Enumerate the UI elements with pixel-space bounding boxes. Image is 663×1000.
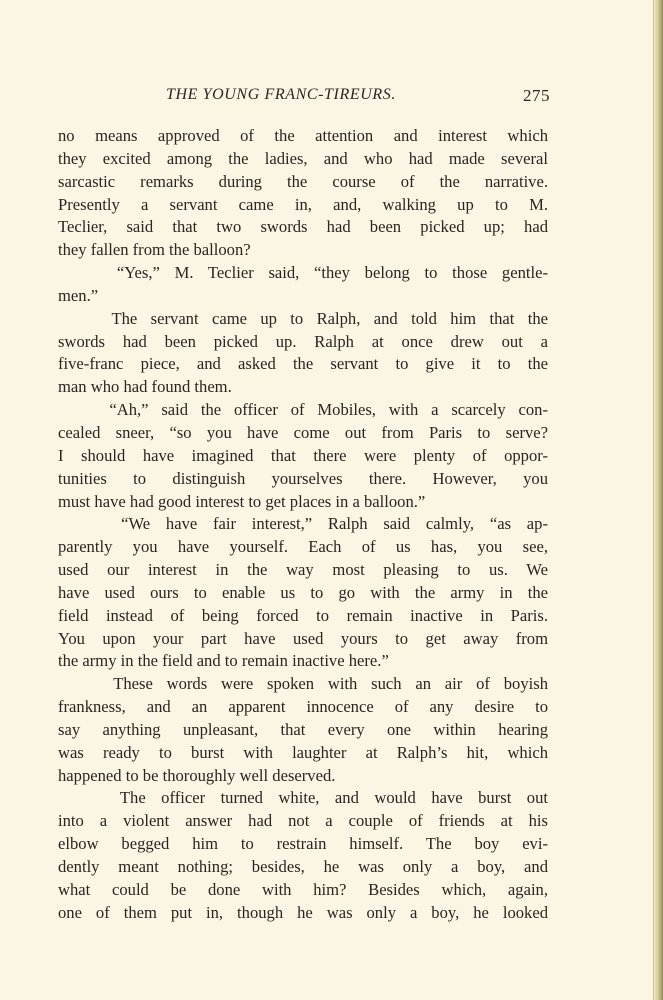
text-line: field instead of being forced to remain inactive in Paris.: [58, 605, 548, 625]
text-line: what could be done with him? Besides which, again,: [58, 879, 548, 899]
text-line: must have had good interest to get places in a balloon.”: [58, 491, 426, 511]
text-line: swords had been picked up. Ralph at once drew out a: [58, 331, 548, 351]
text-line: These words were spoken with such an air of boyish: [58, 674, 548, 694]
text-line: they fallen from the balloon?: [58, 240, 251, 260]
text-line: cealed sneer, “so you have come out from Paris to serve?: [58, 422, 548, 442]
text-line: have used ours to enable us to go with the army in the: [58, 582, 548, 602]
text-line: Presently a servant came in, and, walking up to M.: [58, 194, 548, 214]
body-text: [58, 125, 548, 925]
text-line: parently you have yourself. Each of us has, you see,: [58, 537, 548, 557]
text-line: dently meant nothing; besides, he was only a boy, and: [58, 857, 548, 876]
text-line: The officer turned white, and would have burst out: [58, 788, 548, 808]
text-line: the army in the field and to remain inactive here.”: [58, 651, 389, 671]
text-line: five-franc piece, and asked the servant to give it to the: [58, 354, 548, 374]
text-line: used our interest in the way most pleasing to us. We: [58, 560, 548, 580]
text-line: say anything unpleasant, that every one within hearing: [58, 719, 548, 739]
text-line: into a violent answer had not a couple of friends at his: [58, 811, 548, 831]
running-title: THE YOUNG FRANC-TIREURS.: [166, 86, 396, 103]
text-line: man who had found them.: [58, 377, 232, 397]
text-line: You upon your part have used yours to get away from: [58, 628, 548, 648]
text-line: men.”: [58, 285, 99, 305]
text-line: “Ah,” said the officer of Mobiles, with a scarcely con-: [58, 400, 548, 420]
text-line: elbow begged him to restrain himself. The boy evi-: [58, 834, 548, 854]
text-line: tunities to distinguish yourselves there. However, you: [58, 468, 548, 488]
page-edge: [654, 0, 663, 1000]
text-line: no means approved of the attention and interest which: [58, 126, 548, 145]
text-line: Teclier, said that two swords had been picked up; had: [58, 217, 548, 237]
page-header: [58, 86, 550, 110]
text-line: one of them put in, though he was only a boy, he looked: [58, 902, 548, 922]
text-line: I should have imagined that there were plenty of oppor-: [58, 445, 548, 465]
text-line: was ready to burst with laughter at Ralph’s hit, which: [58, 742, 548, 762]
text-line: The servant came up to Ralph, and told him that the: [58, 308, 548, 328]
text-line: sarcastic remarks during the course of the narrative.: [58, 171, 548, 191]
text-line: frankness, and an apparent innocence of any desire to: [58, 697, 548, 717]
text-line: happened to be thoroughly well deserved.: [58, 765, 336, 785]
text-line: they excited among the ladies, and who had made several: [58, 148, 548, 168]
text-line: “Yes,” M. Teclier said, “they belong to those gentle-: [58, 263, 548, 283]
text-line: “We have fair interest,” Ralph said calmly, “as ap-: [58, 514, 548, 534]
page-number: 275: [523, 86, 550, 105]
